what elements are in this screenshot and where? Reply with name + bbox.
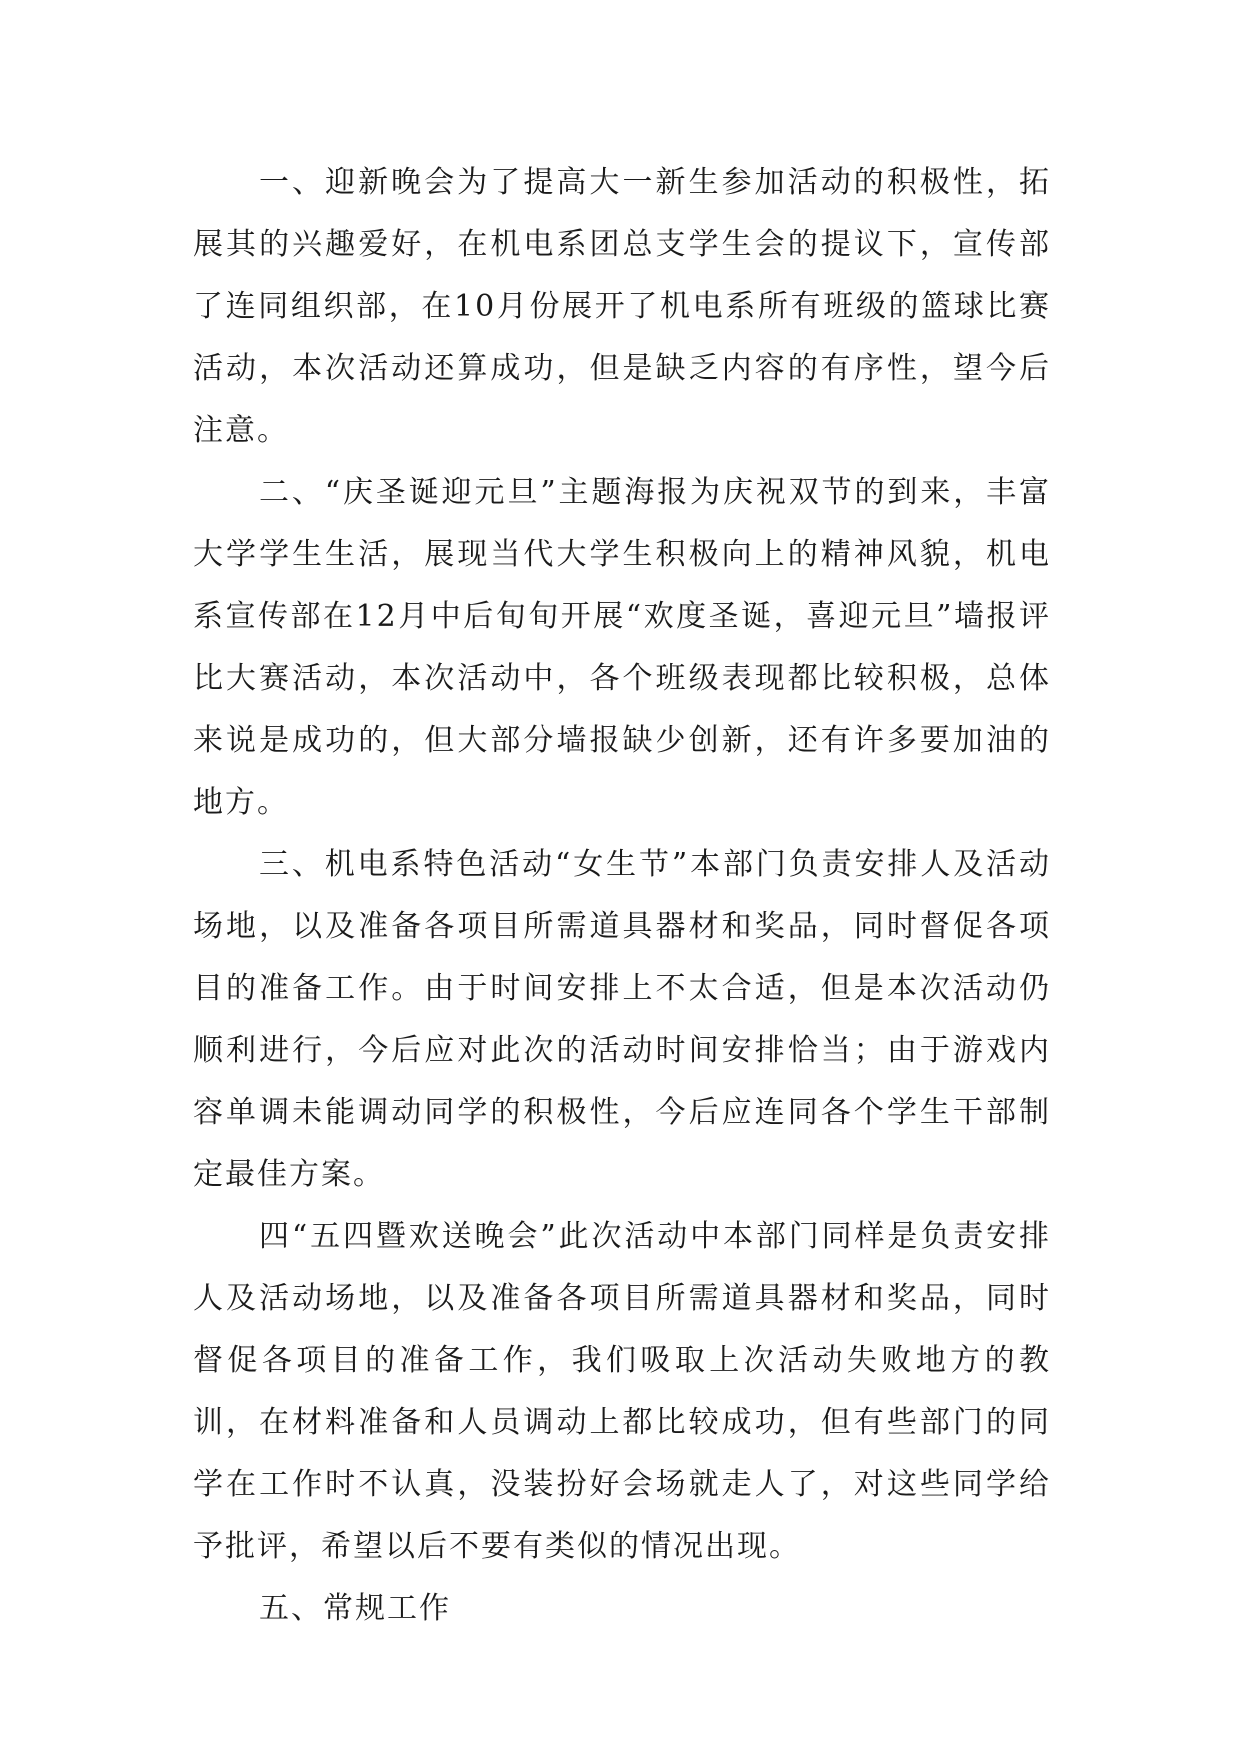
- paragraph-girls-day: 三、机电系特色活动“女生节”本部门负责安排人及活动场地，以及准备各项目所需道具器材和奖品，同时督促各项目的准备工作。由于时间安排上不太合适，但是本次活动仍顺利进行，今后应对此次的活动时间安排恰当；由于游戏内容单调未能调动同学的积极性，今后应连同各个学生干部制定最佳方案。: [193, 847, 1051, 1192]
- paragraph-may-fourth-farewell: 四“五四暨欢送晚会”此次活动中本部门同样是负责安排人及活动场地，以及准备各项目所需道具器材和奖品，同时督促各项目的准备工作，我们吸取上次活动失败地方的教训，在材料准备和人员调动上都比较成功，但有些部门的同学在工作时不认真，没装扮好会场就走人了，对这些同学给予批评，希望以后不要有类似的情况出现。: [193, 1219, 1051, 1564]
- paragraph-welcome-party: 一、迎新晚会为了提高大一新生参加活动的积极性，拓展其的兴趣爱好，在机电系团总支学生会的提议下，宣传部了连同组织部，在10月份展开了机电系所有班级的篮球比赛活动，本次活动还算成功，但是缺乏内容的有序性，望今后注意。: [193, 165, 1051, 448]
- paragraph-christmas-newyear-poster: 二、“庆圣诞迎元旦”主题海报为庆祝双节的到来，丰富大学学生生活，展现当代大学生积极向上的精神风貌，机电系宣传部在12月中后旬旬开展“欢度圣诞，喜迎元旦”墙报评比大赛活动，本次活动中，各个班级表现都比较积极，总体来说是成功的，但大部分墙报缺少创新，还有许多要加油的地方。: [193, 475, 1051, 820]
- document-body: [193, 152, 1051, 1640]
- paragraph-routine-work: 五、常规工作: [259, 1591, 451, 1626]
